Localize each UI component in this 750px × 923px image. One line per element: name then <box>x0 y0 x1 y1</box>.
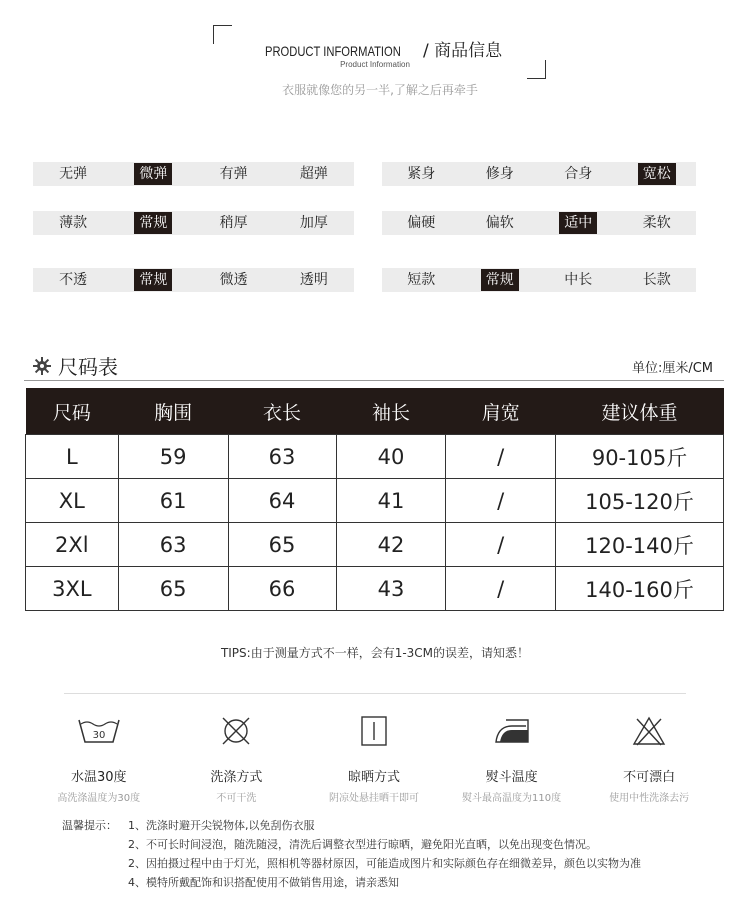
notes-label: 温馨提示： <box>62 819 117 832</box>
care-instructions <box>30 712 718 804</box>
attribute-option-label: 偏软 <box>485 215 514 231</box>
attribute-option-label: 常规 <box>134 212 172 234</box>
note-line: 2、因拍摄过程中由于灯光，照相机等器材原因，可能造成图片和实际颜色存在细微差异，颜色以实物为准 <box>128 857 641 870</box>
title-english: PRODUCT INFORMATION <box>264 43 401 59</box>
care-title: 水温30度 <box>71 770 127 785</box>
divider <box>64 693 686 694</box>
attribute-option <box>194 268 274 292</box>
table-cell: / <box>446 567 556 611</box>
table-cell: 105-120斤 <box>556 479 724 523</box>
attribute-option-selected <box>618 162 697 186</box>
size-table <box>25 388 724 611</box>
attribute-option <box>539 268 618 292</box>
care-desc: 不可干洗 <box>216 793 257 804</box>
attribute-option-label: 紧身 <box>407 166 436 182</box>
attribute-option-label: 透明 <box>299 272 328 288</box>
attribute-option <box>461 162 540 186</box>
table-cell: XL <box>26 479 119 523</box>
attribute-option-label: 微透 <box>219 272 248 288</box>
care-title: 洗涤方式 <box>210 770 263 785</box>
table-cell: 64 <box>228 479 336 523</box>
attribute-row <box>382 211 696 235</box>
gear-icon <box>32 356 52 376</box>
attribute-option <box>382 162 461 186</box>
table-row <box>26 435 724 479</box>
table-cell: 66 <box>228 567 336 611</box>
unit-label: 单位:厘米/CM <box>631 361 713 376</box>
attribute-option-label: 合身 <box>564 166 593 182</box>
attribute-option <box>274 162 354 186</box>
table-header-cell: 建议体重 <box>556 388 724 435</box>
divider <box>24 380 724 381</box>
table-cell: 2Xl <box>26 523 119 567</box>
table-cell: 63 <box>228 435 336 479</box>
table-header-row <box>26 388 724 435</box>
care-desc: 熨斗最高温度为110度 <box>462 793 562 804</box>
line-dry-icon <box>359 715 389 747</box>
attribute-option <box>33 211 113 235</box>
attribute-option-selected <box>461 268 540 292</box>
care-item <box>305 712 443 804</box>
attribute-option <box>461 211 540 235</box>
attribute-option <box>618 211 697 235</box>
wash-30-icon <box>77 716 121 746</box>
care-item <box>30 712 168 804</box>
table-cell: / <box>446 479 556 523</box>
tips-text: TIPS:由于测量方式不一样，会有1-3CM的误差，请知悉！ <box>220 646 530 660</box>
attribute-option-label: 中长 <box>564 272 593 288</box>
care-desc: 高洗涤温度为30度 <box>57 793 141 804</box>
attribute-option <box>33 268 113 292</box>
attribute-option-selected <box>113 162 193 186</box>
attribute-option <box>194 162 274 186</box>
attribute-option-label: 稍厚 <box>219 215 248 231</box>
attribute-option-label: 柔软 <box>642 215 671 231</box>
table-cell: 43 <box>336 567 446 611</box>
table-cell: L <box>26 435 119 479</box>
attribute-option-label: 有弹 <box>219 166 248 182</box>
attribute-option-label: 偏硬 <box>407 215 436 231</box>
care-desc: 阴凉处悬挂晒干即可 <box>328 793 419 804</box>
table-cell: 59 <box>118 435 228 479</box>
care-item <box>443 712 581 804</box>
title-chinese: 商品信息 <box>434 41 503 61</box>
attribute-option-label: 超弹 <box>299 166 328 182</box>
attribute-option <box>539 162 618 186</box>
table-header-cell: 袖长 <box>336 388 446 435</box>
subtitle-english: Product Information <box>340 60 410 69</box>
care-title: 晾晒方式 <box>347 770 400 785</box>
table-header-cell: 肩宽 <box>446 388 556 435</box>
title-separator: / <box>417 41 435 61</box>
attribute-option-label: 无弹 <box>59 166 88 182</box>
attribute-option <box>382 211 461 235</box>
attribute-option-label: 适中 <box>559 212 597 234</box>
attribute-option-label: 宽松 <box>638 163 676 185</box>
table-cell: 61 <box>118 479 228 523</box>
attribute-option-selected <box>113 268 193 292</box>
attribute-option-label: 薄款 <box>59 215 88 231</box>
attribute-row <box>382 162 696 186</box>
table-row <box>26 523 724 567</box>
no-bleach-icon <box>631 715 667 747</box>
size-chart-title: 尺码表 <box>58 355 118 379</box>
note-line: 1、洗涤时避开尖锐物体,以免刮伤衣服 <box>128 819 315 832</box>
size-chart-heading <box>32 351 118 380</box>
attribute-option-label: 常规 <box>134 269 172 291</box>
attribute-option-label: 修身 <box>485 166 514 182</box>
attribute-option-label: 短款 <box>407 272 436 288</box>
care-item <box>580 712 718 804</box>
attribute-option <box>382 268 461 292</box>
table-cell: 41 <box>336 479 446 523</box>
attribute-row <box>33 162 354 186</box>
care-desc: 使用中性洗涤去污 <box>609 793 690 804</box>
table-header-cell: 胸围 <box>118 388 228 435</box>
attribute-option-selected <box>113 211 193 235</box>
table-header-cell: 衣长 <box>228 388 336 435</box>
attribute-option <box>618 268 697 292</box>
iron-icon <box>492 716 532 746</box>
attribute-row <box>382 268 696 292</box>
note-line: 4、模特所戴配饰和识搭配使用不做销售用途，请亲悉知 <box>128 876 399 889</box>
care-item <box>168 712 306 804</box>
attribute-row <box>33 268 354 292</box>
care-title: 熨斗温度 <box>485 770 538 785</box>
attribute-row <box>33 211 354 235</box>
table-cell: / <box>446 435 556 479</box>
table-cell: 65 <box>118 567 228 611</box>
attribute-option-selected <box>539 211 618 235</box>
table-cell: 42 <box>336 523 446 567</box>
attribute-option-label: 长款 <box>642 272 671 288</box>
table-cell: 120-140斤 <box>556 523 724 567</box>
attribute-option-label: 常规 <box>481 269 519 291</box>
table-cell: / <box>446 523 556 567</box>
attribute-option-label: 微弹 <box>134 163 172 185</box>
table-cell: 90-105斤 <box>556 435 724 479</box>
care-title: 不可漂白 <box>623 770 676 785</box>
attribute-option <box>274 268 354 292</box>
table-cell: 3XL <box>26 567 119 611</box>
table-header-cell: 尺码 <box>26 388 119 435</box>
table-row <box>26 479 724 523</box>
note-line: 2、不可长时间浸泡，随洗随浸，清洗后调整衣型进行晾晒，避免阳光直晒，以免出现变色情况。 <box>128 838 597 851</box>
table-cell: 63 <box>118 523 228 567</box>
attribute-option-label: 加厚 <box>299 215 328 231</box>
wash-temperature-badge: 30 <box>92 730 106 741</box>
table-cell: 40 <box>336 435 446 479</box>
table-cell: 65 <box>228 523 336 567</box>
page-title <box>0 36 750 61</box>
attribute-option-label: 不透 <box>59 272 88 288</box>
tagline: 衣服就像您的另一半,了解之后再牵手 <box>282 83 478 97</box>
table-row <box>26 567 724 611</box>
attribute-option <box>194 211 274 235</box>
attribute-option <box>33 162 113 186</box>
no-dry-clean-icon <box>219 714 253 748</box>
table-cell: 140-160斤 <box>556 567 724 611</box>
attribute-option <box>274 211 354 235</box>
